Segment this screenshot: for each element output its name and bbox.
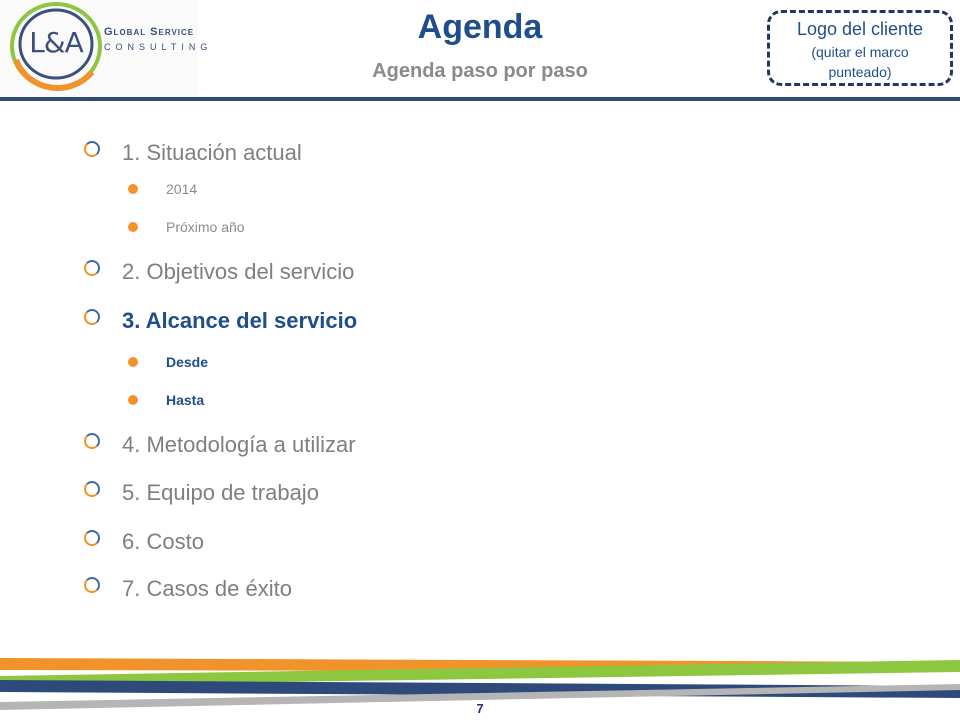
agenda-item (84, 432, 356, 458)
agenda-item-label: 3. Alcance del servicio (122, 308, 358, 333)
company-logo (0, 0, 213, 96)
agenda-item (84, 140, 302, 166)
agenda-subitem-active (128, 392, 204, 408)
agenda-item (84, 576, 292, 602)
logo-line2: CONSULTING (104, 42, 213, 52)
agenda-subitem-active (128, 354, 208, 370)
dot-bullet-icon (128, 357, 138, 367)
agenda-subitem-label: 2014 (166, 181, 198, 197)
agenda-item (84, 259, 354, 285)
dot-bullet-icon (128, 395, 138, 405)
agenda-subitem (128, 219, 245, 235)
agenda-item (84, 529, 204, 555)
agenda-item-label: 4. Metodología a utilizar (122, 432, 356, 457)
agenda-item-label: 5. Equipo de trabajo (122, 480, 319, 505)
agenda-subitem-label: Hasta (166, 392, 205, 408)
ring-bullet-icon (84, 433, 100, 449)
dot-bullet-icon (128, 222, 138, 232)
agenda-item-label: 7. Casos de éxito (122, 576, 292, 601)
header-divider (0, 97, 960, 101)
ring-bullet-icon (84, 141, 100, 157)
page-number: 7 (476, 701, 484, 716)
agenda-subitem (128, 181, 197, 197)
agenda-item-label: 6. Costo (122, 529, 204, 554)
agenda-item-label: 1. Situación actual (122, 140, 302, 165)
logo-line1: Global Service (104, 26, 195, 38)
ring-bullet-icon (84, 260, 100, 276)
client-logo-placeholder (767, 10, 953, 86)
client-logo-title: Logo del cliente (796, 19, 924, 39)
page-subtitle: Agenda paso por paso (372, 60, 588, 82)
ring-bullet-icon (84, 309, 100, 325)
dot-bullet-icon (128, 184, 138, 194)
agenda-item-label: 2. Objetivos del servicio (122, 259, 355, 284)
page-title: Agenda (417, 8, 543, 46)
client-logo-note: (quitar el marco punteado) (811, 44, 909, 80)
agenda-subitem-label: Próximo año (166, 219, 245, 235)
logo-mark: L&A (29, 26, 83, 59)
ring-bullet-icon (84, 481, 100, 497)
ring-bullet-icon (84, 577, 100, 593)
ring-bullet-icon (84, 530, 100, 546)
agenda-subitem-label: Desde (166, 354, 209, 370)
agenda-item (84, 480, 319, 506)
agenda-item-active (84, 308, 357, 334)
